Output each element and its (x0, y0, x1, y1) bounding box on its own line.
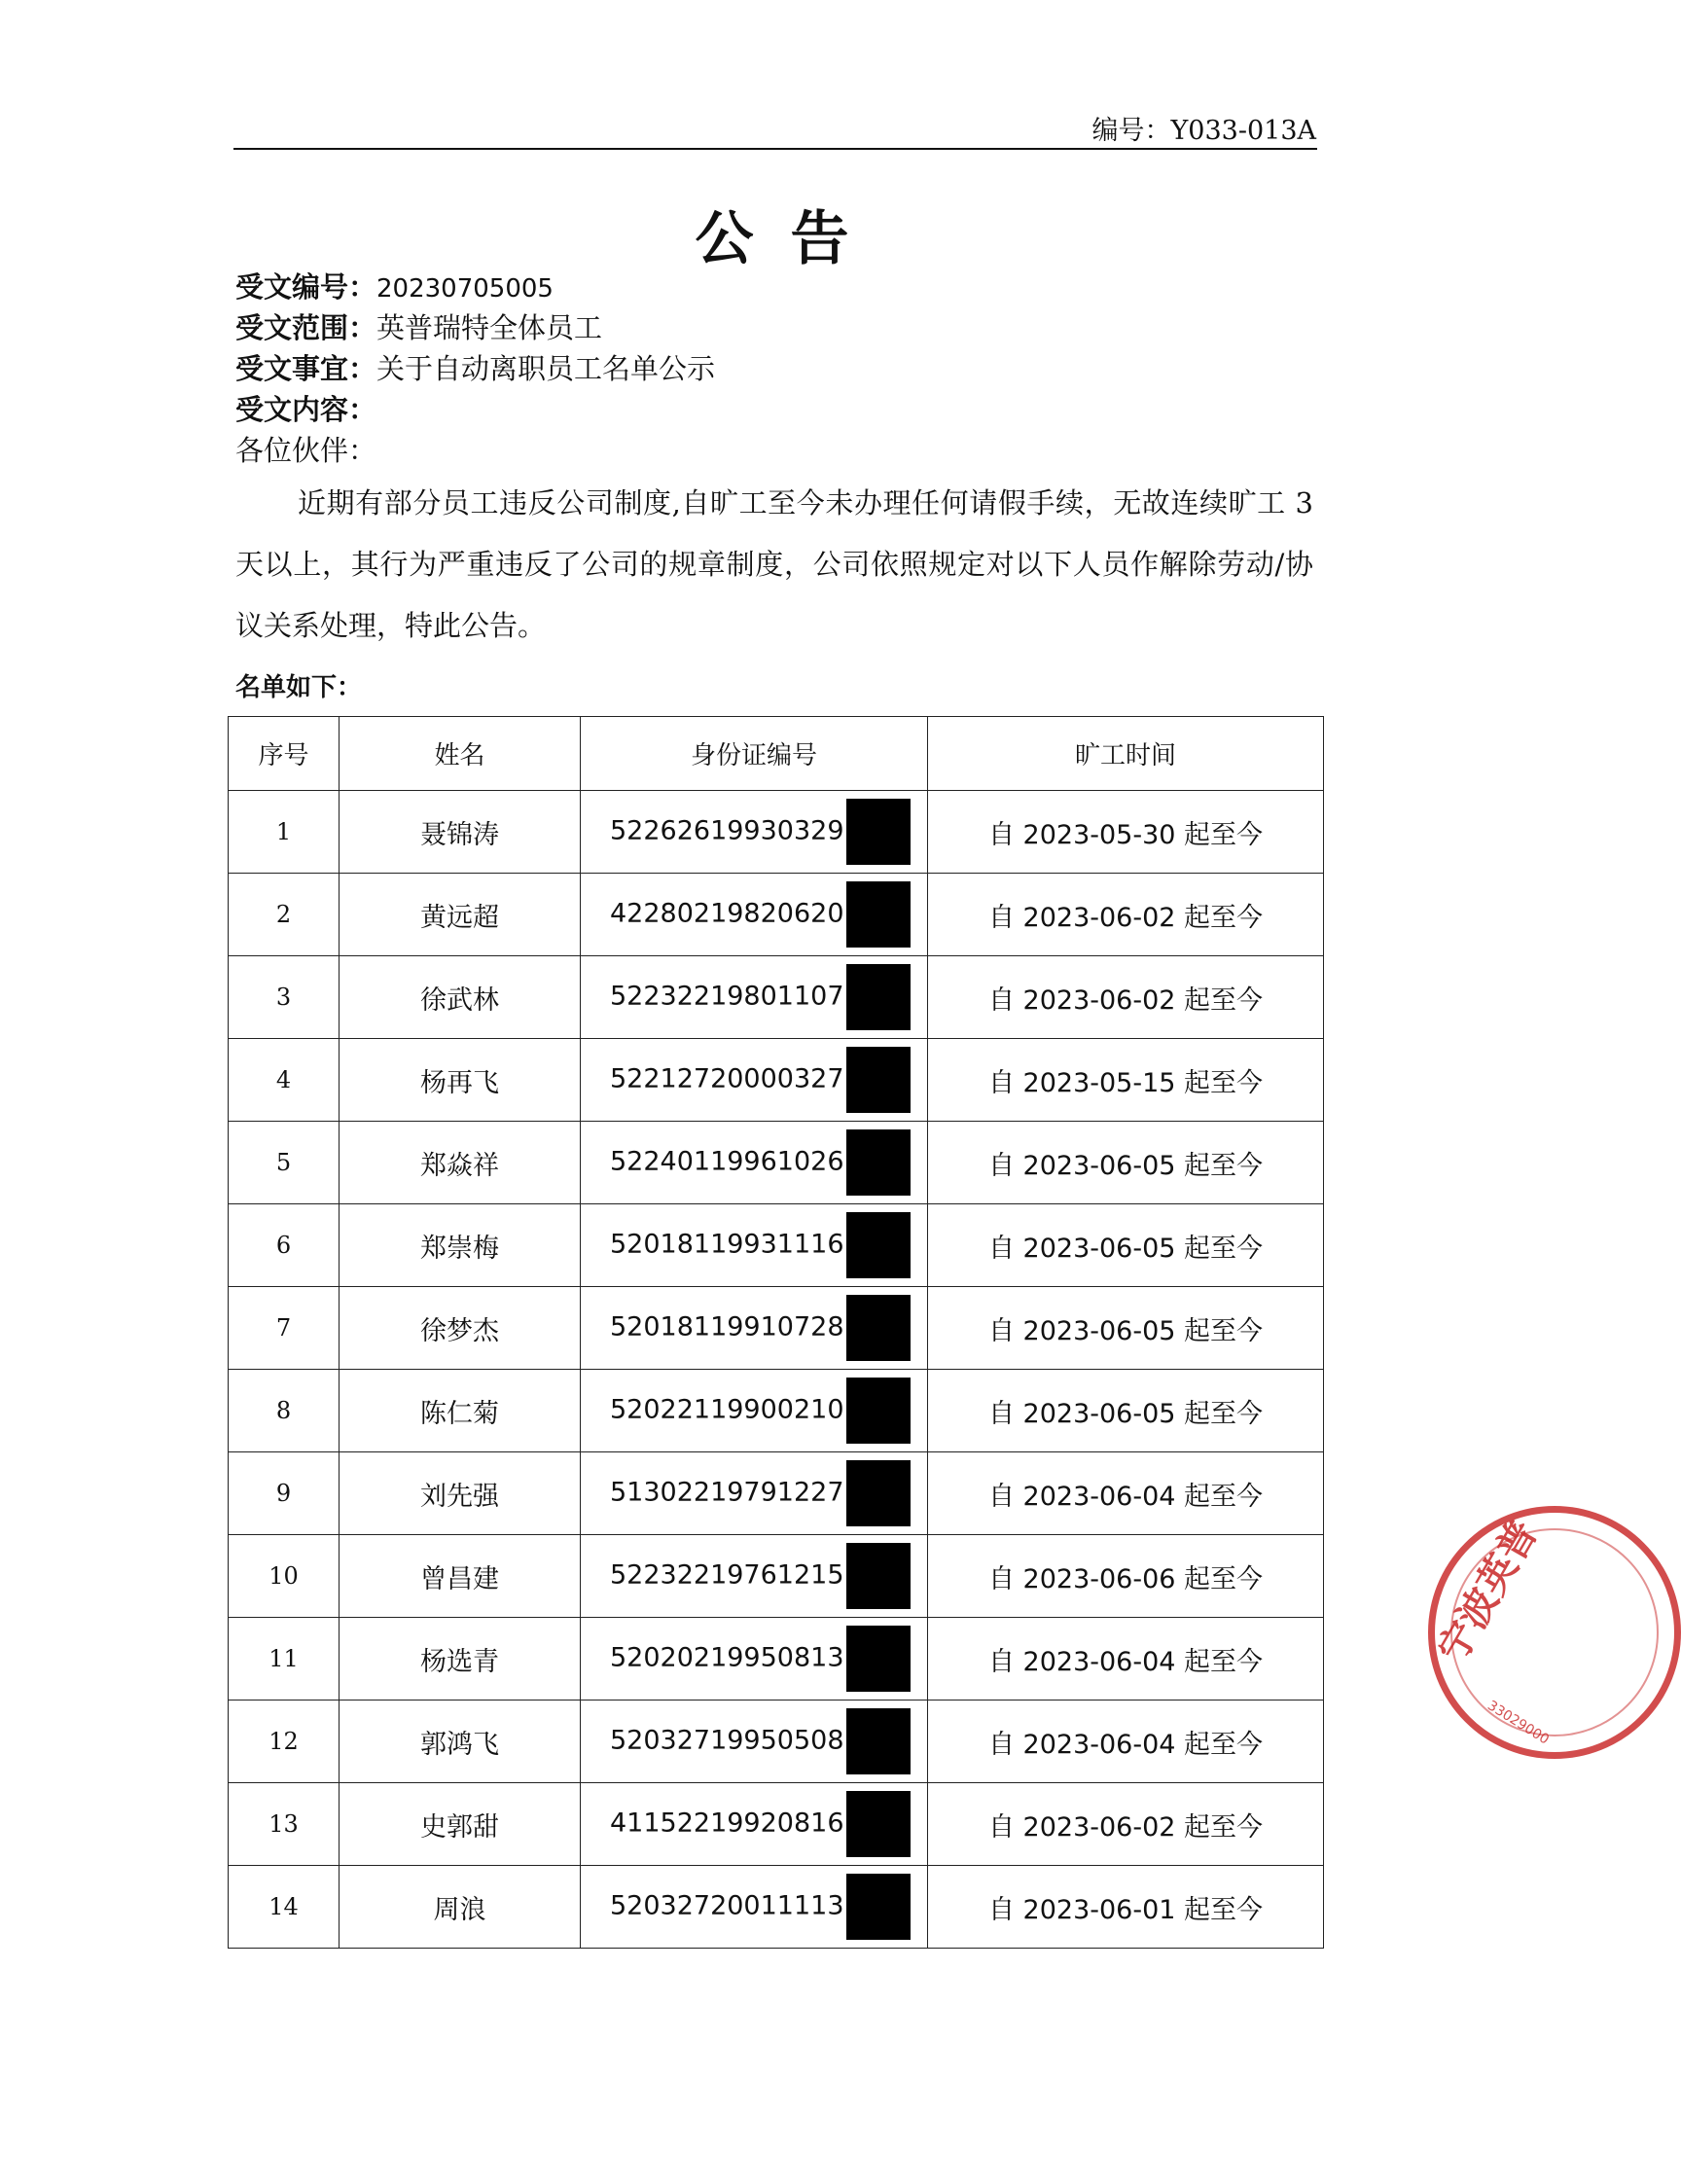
table-row (229, 874, 1324, 956)
table-row (229, 1204, 1324, 1287)
redaction-block (846, 1708, 911, 1774)
cell-absence-text: 自 2023-05-30 起至今 (987, 819, 1264, 850)
cell-absence (928, 1452, 1324, 1535)
cell-absence (928, 1039, 1324, 1122)
cell-number (229, 1039, 340, 1122)
cell-number (229, 1701, 340, 1783)
cell-id-text: 52212720000327 (610, 1063, 844, 1094)
cell-name-text: 史郭甜 (420, 1811, 499, 1843)
redaction-block (846, 1047, 911, 1113)
table-row (229, 791, 1324, 874)
cell-absence (928, 1783, 1324, 1866)
cell-absence-text: 自 2023-06-04 起至今 (987, 1729, 1264, 1760)
meta-row-subject (235, 348, 715, 389)
cell-number (229, 1287, 340, 1370)
meta-key: 受文范围： (235, 311, 377, 344)
cell-id (581, 1618, 928, 1701)
table-row (229, 1039, 1324, 1122)
meta-row-scope (235, 307, 715, 348)
redaction-block (846, 1543, 911, 1609)
column-header-id: 身份证编号 (581, 717, 928, 791)
list-heading: 名单如下： (235, 673, 363, 702)
cell-name-text: 郑焱祥 (420, 1150, 499, 1181)
cell-absence (928, 956, 1324, 1039)
cell-name-text: 黄远超 (420, 902, 499, 933)
table-row (229, 1370, 1324, 1452)
cell-number-text: 11 (268, 1645, 299, 1672)
redaction-block (846, 1378, 911, 1444)
cell-id (581, 1535, 928, 1618)
table-row (229, 1783, 1324, 1866)
cell-name (340, 956, 581, 1039)
cell-absence-text: 自 2023-06-05 起至今 (987, 1315, 1264, 1346)
cell-id-text: 52018119931116 (610, 1229, 844, 1260)
redaction-block (846, 799, 911, 865)
meta-row-content (235, 389, 715, 430)
cell-id-text: 52232219801107 (610, 981, 844, 1012)
company-seal (1428, 1506, 1681, 1759)
cell-number-text: 13 (268, 1810, 299, 1838)
cell-name-text: 陈仁菊 (420, 1398, 499, 1429)
cell-name-text: 刘先强 (420, 1481, 499, 1512)
cell-number-text: 4 (275, 1066, 292, 1093)
column-header-absence: 旷工时间 (928, 717, 1324, 791)
cell-id-text: 52032719950508 (610, 1725, 844, 1756)
cell-name (340, 1535, 581, 1618)
cell-id-text: 52020219950813 (610, 1642, 844, 1673)
cell-absence (928, 1701, 1324, 1783)
redaction-block (846, 1626, 911, 1692)
cell-name (340, 1618, 581, 1701)
cell-name-text: 徐武林 (420, 985, 499, 1016)
cell-number-text: 9 (275, 1480, 292, 1507)
cell-number-text: 1 (275, 818, 292, 845)
table-row (229, 1618, 1324, 1701)
cell-absence-text: 自 2023-06-05 起至今 (987, 1233, 1264, 1264)
cell-id (581, 1039, 928, 1122)
cell-name-text: 杨再飞 (420, 1067, 499, 1098)
cell-name (340, 1701, 581, 1783)
meta-block (235, 267, 715, 471)
cell-name (340, 874, 581, 956)
cell-id-text: 52032720011113 (610, 1890, 844, 1921)
cell-number (229, 1535, 340, 1618)
table-row (229, 1535, 1324, 1618)
cell-name (340, 1866, 581, 1949)
redaction-block (846, 1460, 911, 1526)
cell-id (581, 956, 928, 1039)
cell-absence-text: 自 2023-06-02 起至今 (987, 1811, 1264, 1843)
cell-absence-text: 自 2023-06-04 起至今 (987, 1646, 1264, 1677)
cell-number-text: 10 (268, 1562, 299, 1590)
cell-id-text: 52232219761215 (610, 1559, 844, 1591)
redaction-block (846, 1791, 911, 1857)
table-row (229, 1452, 1324, 1535)
table-row (229, 1866, 1324, 1949)
cell-absence-text: 自 2023-06-02 起至今 (987, 985, 1264, 1016)
cell-absence-text: 自 2023-05-15 起至今 (987, 1067, 1264, 1098)
cell-name-text: 曾昌建 (420, 1563, 499, 1594)
meta-value: 英普瑞特全体员工 (376, 311, 603, 344)
notice-body: 近期有部分员工违反公司制度,自旷工至今未办理任何请假手续，无故连续旷工 3 天以上，其行为严重违反了公司的规章制度，公司依照规定对以下人员作解除劳动/协议关系处理，特此公告。 (235, 486, 1313, 642)
cell-id (581, 1204, 928, 1287)
table-body (229, 791, 1324, 1949)
cell-number (229, 956, 340, 1039)
cell-name-text: 聂锦涛 (420, 819, 499, 850)
header-rule (233, 148, 1317, 150)
cell-absence (928, 1287, 1324, 1370)
cell-id (581, 1452, 928, 1535)
cell-absence (928, 1204, 1324, 1287)
document-number: 编号：Y033-013A (1091, 116, 1316, 146)
cell-absence (928, 1866, 1324, 1949)
cell-id-text: 52262619930329 (610, 815, 844, 846)
cell-number (229, 1370, 340, 1452)
cell-id (581, 1701, 928, 1783)
greeting: 各位伙伴： (235, 434, 377, 467)
cell-id (581, 874, 928, 956)
cell-number (229, 874, 340, 956)
cell-name (340, 1204, 581, 1287)
cell-absence-text: 自 2023-06-04 起至今 (987, 1481, 1264, 1512)
redaction-block (846, 1874, 911, 1940)
redaction-block (846, 1295, 911, 1361)
meta-value: 关于自动离职员工名单公示 (376, 352, 716, 385)
cell-name-text: 郭鸿飞 (420, 1729, 499, 1760)
cell-number (229, 1204, 340, 1287)
page-title: 公告 (695, 205, 886, 273)
cell-number-text: 8 (275, 1397, 292, 1424)
cell-name-text: 杨选青 (420, 1646, 499, 1677)
cell-name-text: 郑崇梅 (420, 1233, 499, 1264)
cell-number-text: 14 (268, 1893, 299, 1920)
cell-id-text: 41152219920816 (610, 1808, 844, 1839)
cell-name (340, 1122, 581, 1204)
cell-name-text: 徐梦杰 (420, 1315, 499, 1346)
employee-table (228, 716, 1324, 1949)
cell-id (581, 1866, 928, 1949)
cell-id-text: 42280219820620 (610, 898, 844, 929)
redaction-block (846, 964, 911, 1030)
cell-name-text: 周浪 (433, 1894, 486, 1925)
seal-text: 宁波英普 (1430, 1513, 1547, 1670)
redaction-block (846, 881, 911, 948)
cell-id (581, 1783, 928, 1866)
cell-absence (928, 1370, 1324, 1452)
cell-name (340, 1783, 581, 1866)
meta-value: 20230705005 (376, 274, 554, 304)
cell-absence-text: 自 2023-06-01 起至今 (987, 1894, 1264, 1925)
cell-id (581, 791, 928, 874)
meta-key: 受文事宜： (235, 352, 377, 385)
cell-id-text: 52240119961026 (610, 1146, 844, 1177)
cell-absence (928, 1535, 1324, 1618)
cell-name (340, 1287, 581, 1370)
redaction-block (846, 1212, 911, 1278)
cell-name (340, 791, 581, 874)
cell-name (340, 1370, 581, 1452)
redaction-block (846, 1129, 911, 1196)
cell-absence-text: 自 2023-06-06 起至今 (987, 1563, 1264, 1594)
cell-absence (928, 791, 1324, 874)
cell-absence-text: 自 2023-06-05 起至今 (987, 1150, 1264, 1181)
meta-key: 受文内容： (235, 393, 377, 426)
column-header-number: 序号 (229, 717, 340, 791)
table-row (229, 1287, 1324, 1370)
seal-number: 33029000 (1484, 1698, 1553, 1748)
cell-name (340, 1039, 581, 1122)
cell-number-text: 6 (275, 1232, 292, 1259)
cell-absence (928, 1122, 1324, 1204)
cell-number-text: 2 (275, 901, 292, 928)
table-row (229, 956, 1324, 1039)
cell-number (229, 1783, 340, 1866)
cell-number (229, 1452, 340, 1535)
table-header-row (229, 717, 1324, 791)
cell-name (340, 1452, 581, 1535)
table-row (229, 1122, 1324, 1204)
cell-id-text: 52022119900210 (610, 1394, 844, 1425)
cell-number (229, 1122, 340, 1204)
meta-key: 受文编号： (235, 270, 377, 304)
cell-id (581, 1122, 928, 1204)
cell-id-text: 51302219791227 (610, 1477, 844, 1508)
meta-row-number (235, 267, 715, 307)
cell-number (229, 1866, 340, 1949)
cell-number-text: 12 (268, 1728, 299, 1755)
table-row (229, 1701, 1324, 1783)
cell-number-text: 5 (275, 1149, 292, 1176)
cell-number (229, 1618, 340, 1701)
cell-number (229, 791, 340, 874)
cell-id-text: 52018119910728 (610, 1311, 844, 1343)
cell-absence-text: 自 2023-06-05 起至今 (987, 1398, 1264, 1429)
column-header-name: 姓名 (340, 717, 581, 791)
cell-number-text: 3 (275, 984, 292, 1011)
cell-id (581, 1370, 928, 1452)
cell-absence (928, 1618, 1324, 1701)
cell-absence-text: 自 2023-06-02 起至今 (987, 902, 1264, 933)
cell-number-text: 7 (275, 1314, 292, 1342)
cell-id (581, 1287, 928, 1370)
cell-absence (928, 874, 1324, 956)
